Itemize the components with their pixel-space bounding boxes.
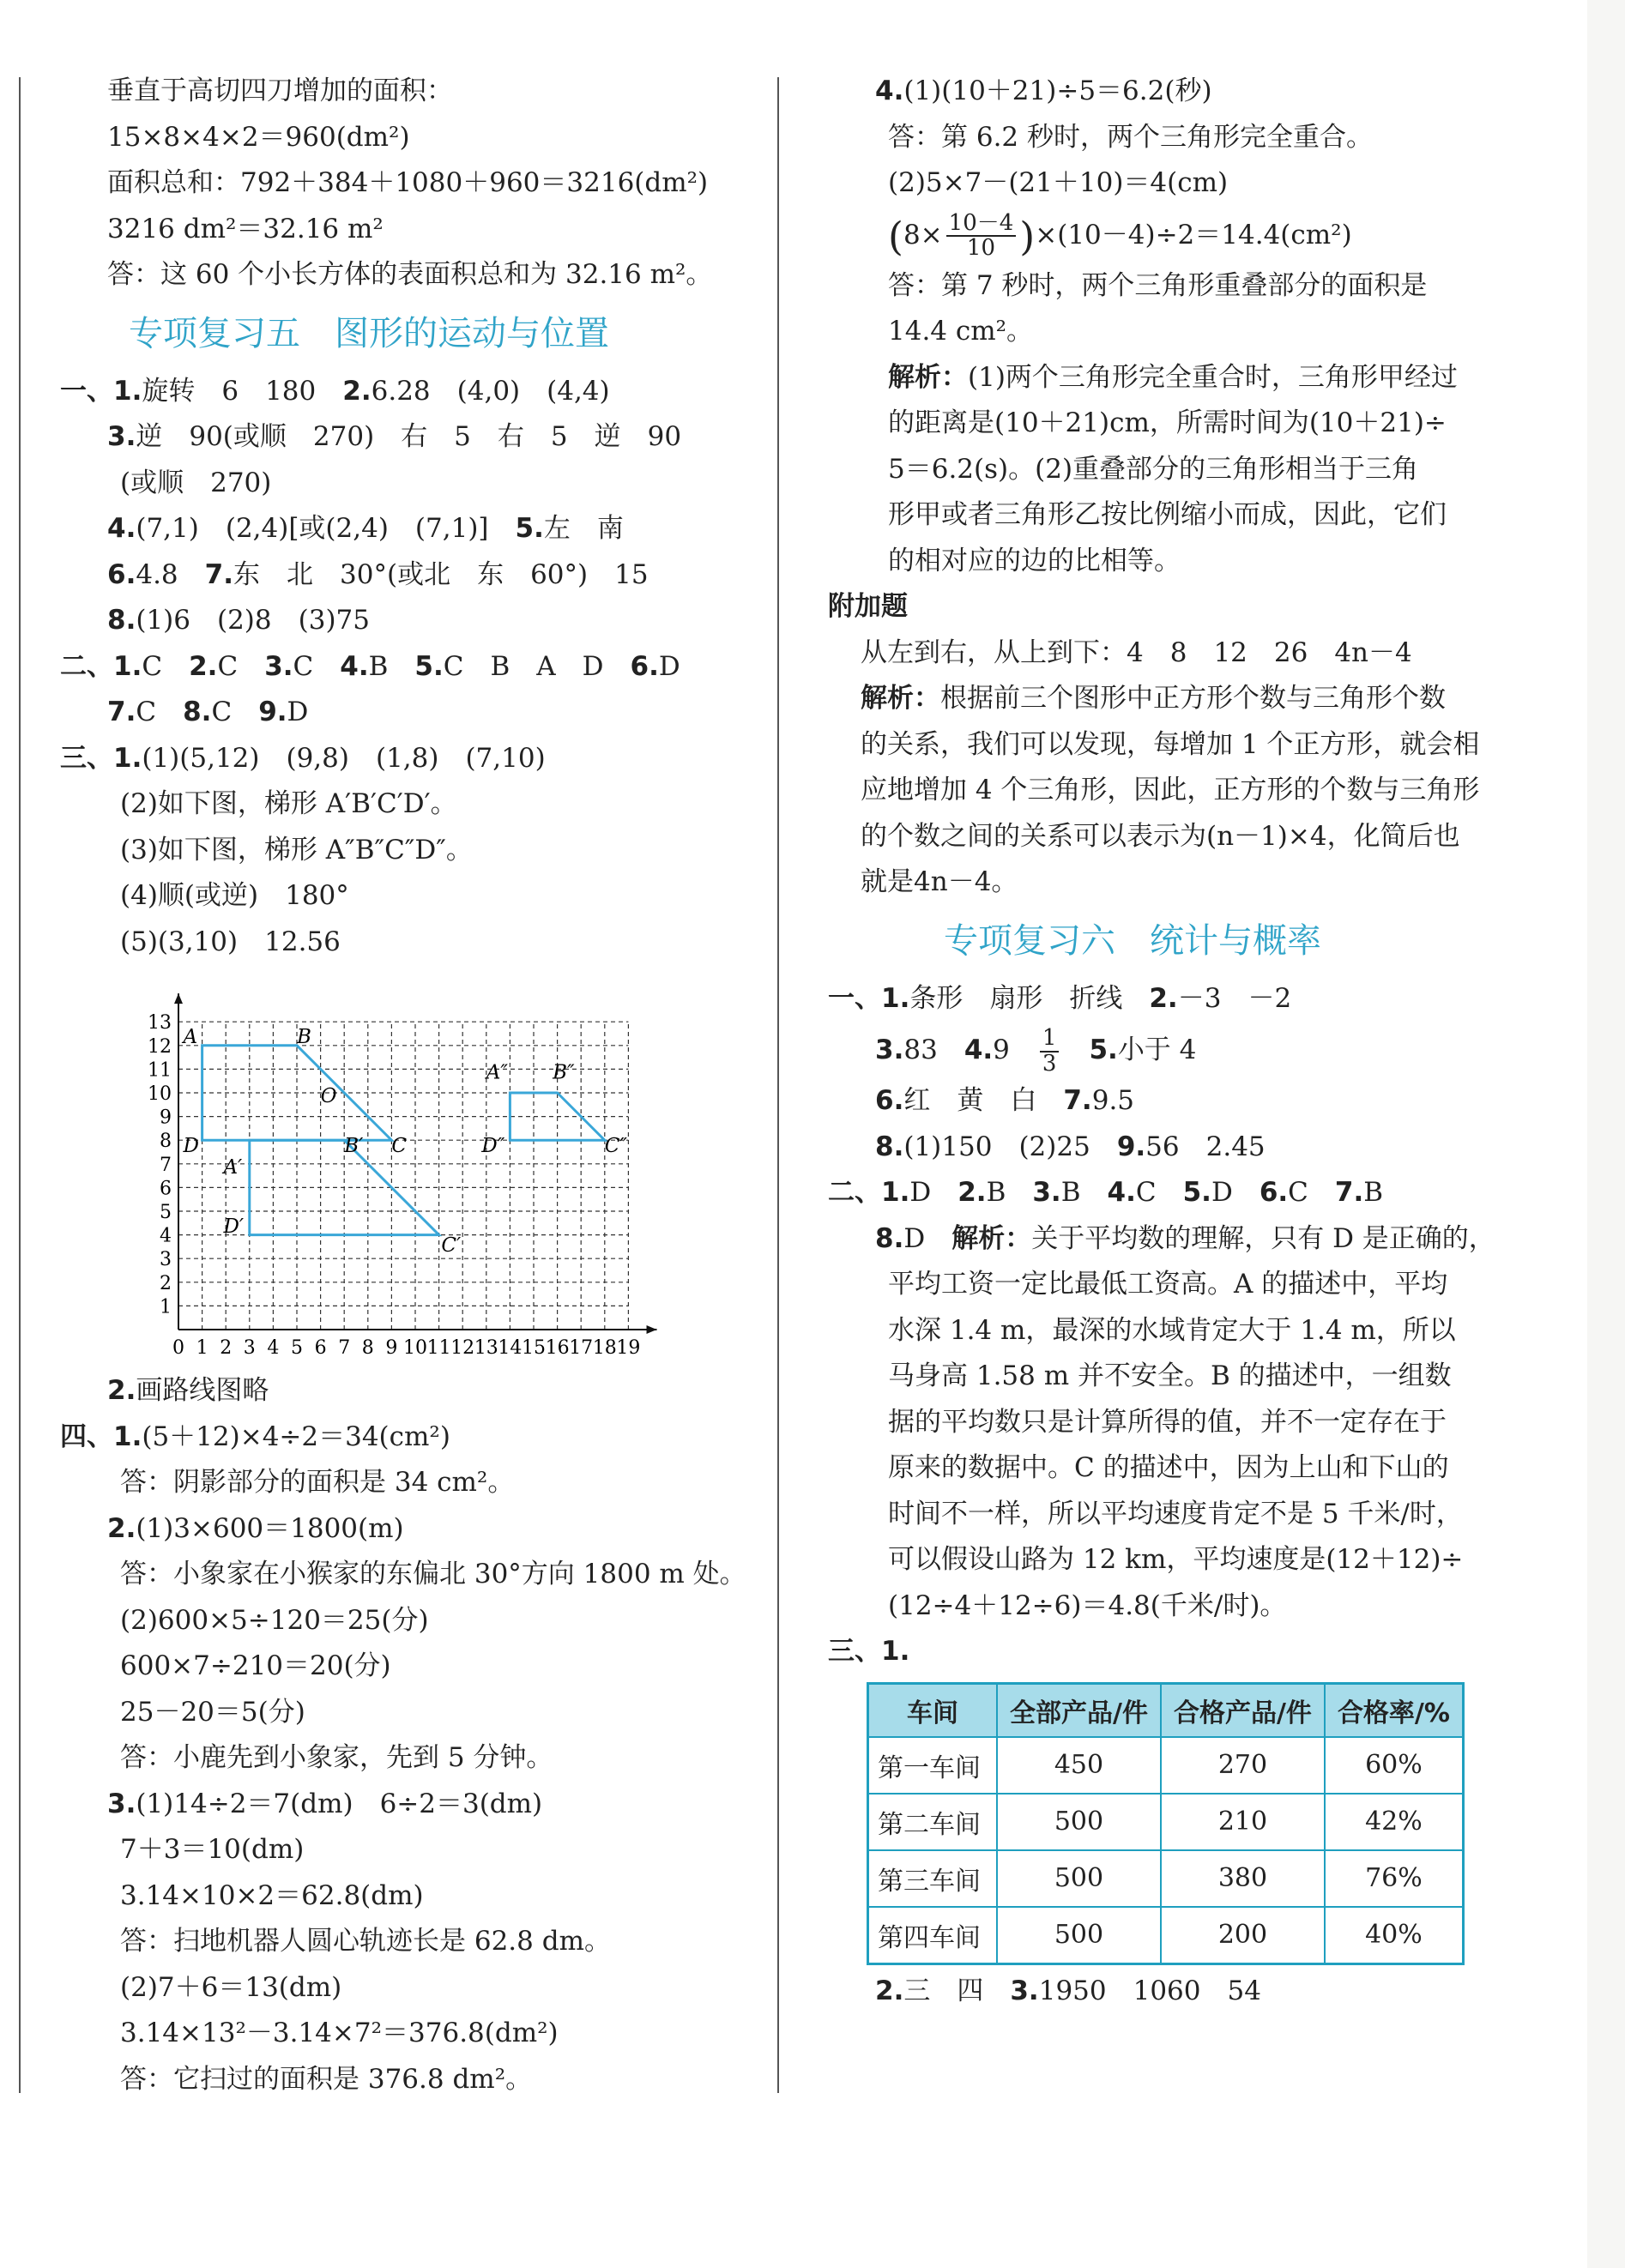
p4-line-4: (2)600×5÷120＝25(分) xyxy=(120,1604,429,1636)
p4-line-1: 答：阴影部分的面积是 34 cm²。 xyxy=(120,1467,515,1498)
s6-line2 xyxy=(828,1022,1540,1078)
text: C xyxy=(136,697,184,727)
p4-line-3: 答：小象家在小猴家的东偏北 30°方向 1800 m 处。 xyxy=(120,1559,746,1589)
marker: 4. xyxy=(107,513,136,544)
p4-line-6: 25－20＝5(分) xyxy=(120,1696,305,1728)
p4-line-2 xyxy=(60,1506,764,1553)
marker: 3. xyxy=(107,1788,136,1819)
table-header-row xyxy=(868,1683,1464,1737)
table-cell: 第二车间 xyxy=(868,1794,998,1850)
marker: 三、1. xyxy=(60,742,142,774)
r-analysis1-2: 5＝6.2(s)。(2)重叠部分的三角形相当于三角 xyxy=(888,453,1419,485)
x-tick-label: 6 xyxy=(314,1337,327,1359)
table-row xyxy=(868,1850,1464,1907)
text: (1)150 (2)25 xyxy=(903,1131,1117,1162)
prev-line-1: 15×8×4×2＝960(dm²) xyxy=(107,121,410,153)
text: 条形 扇形 折线 xyxy=(909,982,1150,1014)
y-tick-label: 4 xyxy=(160,1225,172,1247)
paren: ) xyxy=(1019,213,1036,259)
analysis-label: 解析： xyxy=(951,1222,1032,1254)
marker: 2. xyxy=(107,1375,136,1406)
text: B xyxy=(1363,1177,1384,1208)
table-cell: 380 xyxy=(1161,1850,1325,1907)
table-cell: 200 xyxy=(1161,1907,1325,1964)
prev-line-4: 答：这 60 个小长方体的表面积总和为 32.16 m²。 xyxy=(107,259,713,290)
x-tick-label: 17 xyxy=(569,1337,594,1359)
label-A1: A′ xyxy=(223,1155,243,1179)
x-tick-label: 4 xyxy=(267,1337,280,1359)
text: (1)(10＋21)÷5＝6.2(秒) xyxy=(903,75,1212,106)
text: ×(10－4)÷2＝14.4(cm²) xyxy=(1035,219,1352,250)
y-tick-label: 1 xyxy=(160,1296,172,1318)
text: C B A D xyxy=(443,650,631,682)
table-cell: 第三车间 xyxy=(868,1850,998,1907)
marker: 8. xyxy=(875,1131,904,1162)
r-analysis3-1: 水深 1.4 m，最深的水域肯定大于 1.4 m，所以 xyxy=(888,1314,1456,1346)
s6-last-line xyxy=(828,1969,1540,2015)
table-cell: 450 xyxy=(997,1737,1161,1794)
x-tick-label: 7 xyxy=(338,1337,351,1359)
table-cell: 500 xyxy=(997,1850,1161,1907)
label-O: O xyxy=(320,1085,337,1108)
table-header: 车间 xyxy=(868,1683,998,1737)
text: C xyxy=(142,650,190,682)
text: 逆 90(或顺 270) 右 5 右 5 逆 90 xyxy=(136,421,682,452)
r-analysis3-4: 原来的数据中。C 的描述中，因为上山和下山的 xyxy=(888,1452,1449,1483)
p1-line4 xyxy=(60,506,764,552)
x-tick-label: 18 xyxy=(592,1337,617,1359)
label-B: B xyxy=(297,1026,311,1049)
table-cell: 500 xyxy=(997,1794,1161,1850)
marker: 2. xyxy=(1149,982,1178,1014)
marker: 6. xyxy=(630,650,659,682)
x-tick-label: 8 xyxy=(361,1337,374,1359)
table-cell: 60% xyxy=(1325,1737,1464,1794)
marker: 5. xyxy=(1182,1177,1211,1208)
marker: 7. xyxy=(204,558,234,590)
text: 关于平均数的理解，只有 D 是正确的， xyxy=(1031,1222,1495,1254)
table-cell: 210 xyxy=(1161,1794,1325,1850)
p2-line2 xyxy=(60,690,764,736)
label-D1: D′ xyxy=(223,1215,245,1238)
y-tick-label: 5 xyxy=(160,1202,172,1223)
column-divider xyxy=(777,77,779,2093)
marker: 一、1. xyxy=(60,375,142,407)
text: (1)3×600＝1800(m) xyxy=(136,1512,404,1544)
fraction xyxy=(946,209,1017,261)
label-D: D xyxy=(183,1135,199,1157)
marker: 二、1. xyxy=(828,1177,910,1208)
marker: 2. xyxy=(957,1177,987,1208)
r-analysis3-2: 马身高 1.58 m 并不安全。B 的描述中，一组数 xyxy=(888,1360,1452,1391)
y-tick-label: 7 xyxy=(160,1154,172,1176)
marker: 2. xyxy=(875,1975,904,2006)
text: B xyxy=(986,1177,1033,1208)
p3-line1 xyxy=(60,736,764,782)
table-header: 合格产品/件 xyxy=(1161,1683,1325,1737)
r-line2: 答：第 6.2 秒时，两个三角形完全重合。 xyxy=(888,121,1374,153)
p1-line2 xyxy=(60,414,764,461)
p4-line-13: 3.14×13²－3.14×7²＝376.8(dm²) xyxy=(120,2018,559,2048)
text: －3 －2 xyxy=(1177,982,1292,1014)
label-A: A xyxy=(183,1026,198,1049)
table-cell: 76% xyxy=(1325,1850,1464,1907)
r-analysis2-2: 应地增加 4 个三角形，因此，正方形的个数与三角形 xyxy=(861,775,1480,805)
label-C1: C′ xyxy=(441,1234,462,1257)
denominator: 10 xyxy=(966,235,996,261)
marker: 3. xyxy=(1010,1975,1039,2006)
text: C xyxy=(211,697,259,727)
text: 根据前三个图形中正方形个数与三角形个数 xyxy=(940,683,1446,714)
marker: 4. xyxy=(964,1034,994,1065)
denominator: 3 xyxy=(1042,1050,1057,1077)
p1-line6 xyxy=(60,598,764,644)
marker: 二、1. xyxy=(60,650,142,682)
p2-line1 xyxy=(60,644,764,691)
text: C xyxy=(293,650,341,682)
text: C xyxy=(1288,1177,1335,1208)
y-tick-label: 6 xyxy=(160,1178,172,1200)
y-tick-label: 10 xyxy=(148,1083,172,1105)
marker: 6. xyxy=(1259,1177,1289,1208)
text: (5＋12)×4÷2＝34(cm²) xyxy=(142,1421,450,1452)
label-B2: B″ xyxy=(553,1061,575,1084)
marker: 2. xyxy=(107,1512,136,1544)
p3-line5: (5)(3,10) 12.56 xyxy=(120,926,341,957)
x-tick-label: 3 xyxy=(243,1337,256,1359)
p3-line4: (4)顺(或逆) 180° xyxy=(120,880,349,911)
text: (7,1) (2,4)[或(2,4) (7,1)] xyxy=(136,513,516,544)
marker: 一、1. xyxy=(828,982,910,1014)
text: 三 四 xyxy=(903,1975,1011,2006)
r-analysis3-6: 可以假设山路为 12 km，平均速度是(12＋12)÷ xyxy=(888,1544,1464,1575)
y-tick-label: 8 xyxy=(160,1131,172,1153)
p4-line-10: 3.14×10×2＝62.8(dm) xyxy=(120,1879,424,1911)
p3-line3: (3)如下图，梯形 A″B″C″D″。 xyxy=(120,834,473,866)
y-tick-label: 11 xyxy=(148,1059,172,1082)
text: 画路线图略 xyxy=(136,1375,269,1406)
extra-line: 从左到右，从上到下：4 8 12 26 4n－4 xyxy=(861,636,1412,668)
p1-line3: (或顺 270) xyxy=(120,467,272,498)
table-header: 合格率/% xyxy=(1325,1683,1464,1737)
text: C xyxy=(217,650,265,682)
r-line6: 14.4 cm²。 xyxy=(888,316,1034,347)
r-line5: 答：第 7 秒时，两个三角形重叠部分的面积是 xyxy=(888,269,1428,301)
extra-title: 附加题 xyxy=(828,591,908,622)
label-B1: B′ xyxy=(344,1135,364,1157)
label-A2: A″ xyxy=(486,1061,509,1084)
table-cell: 第一车间 xyxy=(868,1737,998,1794)
prev-line-0: 垂直于高切四刀增加的面积： xyxy=(107,75,453,106)
marker: 9. xyxy=(258,697,287,727)
text: 9.5 xyxy=(1091,1085,1135,1116)
marker: 8. xyxy=(875,1222,904,1254)
r-analysis3-5: 时间不一样，所以平均速度肯定不是 5 千米/时， xyxy=(888,1498,1463,1529)
x-tick-label: 11 xyxy=(426,1337,451,1359)
marker: 3. xyxy=(1032,1177,1061,1208)
text: D xyxy=(658,650,680,682)
marker: 4. xyxy=(1107,1177,1136,1208)
r-line3: (2)5×7－(21＋10)＝4(cm) xyxy=(888,167,1229,198)
p3-2-line xyxy=(60,1368,764,1414)
numerator: 1 xyxy=(1040,1027,1060,1052)
p4-line-9: 7＋3＝10(dm) xyxy=(120,1834,305,1865)
text: 4.8 xyxy=(136,558,205,590)
p4-line-11: 答：扫地机器人圆心轨迹长是 62.8 dm。 xyxy=(120,1926,611,1957)
r-analysis2-4: 就是4n－4。 xyxy=(861,866,1018,897)
prev-line-3: 3216 dm²＝32.16 m² xyxy=(107,213,384,244)
coordinate-grid xyxy=(146,965,764,1368)
left-column xyxy=(60,69,764,2102)
text: (1)两个三角形完全重合时，三角形甲经过 xyxy=(968,361,1458,393)
x-tick-label: 15 xyxy=(522,1337,546,1359)
text: 红 黄 白 xyxy=(903,1085,1064,1116)
x-tick-label: 0 xyxy=(172,1337,184,1359)
p1-line5 xyxy=(60,552,764,599)
p4-line-14: 答：它扫过的面积是 376.8 dm²。 xyxy=(120,2063,533,2095)
marker: 8. xyxy=(183,697,212,727)
p3-line2: (2)如下图，梯形 A′B′C′D′。 xyxy=(120,788,457,819)
s6-part3: 三、1. xyxy=(828,1636,910,1667)
r-analysis1-1: 的距离是(10＋21)cm，所需时间为(10＋21)÷ xyxy=(888,407,1447,438)
numerator: 10－4 xyxy=(946,212,1017,237)
table-row xyxy=(868,1794,1464,1850)
s6-line5 xyxy=(828,1170,1540,1216)
marker: 8. xyxy=(107,605,136,636)
marker: 2. xyxy=(342,375,372,407)
marker: 5. xyxy=(414,650,444,682)
y-tick-label: 3 xyxy=(160,1249,172,1271)
table-cell: 40% xyxy=(1325,1907,1464,1964)
text: 小于 4 xyxy=(1117,1034,1197,1065)
y-tick-label: 12 xyxy=(148,1035,172,1058)
section6-title: 专项复习六 统计与概率 xyxy=(944,920,1321,961)
table-row xyxy=(868,1907,1464,1964)
fraction xyxy=(1040,1027,1060,1076)
text: D xyxy=(903,1222,952,1254)
text: D xyxy=(1211,1177,1260,1208)
analysis-label: 解析： xyxy=(861,683,940,714)
x-axis-arrow xyxy=(647,1325,657,1334)
x-tick-label: 12 xyxy=(450,1337,475,1359)
x-tick-label: 19 xyxy=(616,1337,641,1359)
marker: 7. xyxy=(107,697,136,727)
r-analysis3-7: (12÷4＋12÷6)＝4.8(千米/时)。 xyxy=(888,1589,1287,1621)
text: 6.28 (4,0) (4,4) xyxy=(371,375,610,407)
r-analysis2-3: 的个数之间的关系可以表示为(n－1)×4，化简后也 xyxy=(861,820,1460,852)
text: 56 2.45 xyxy=(1145,1131,1266,1162)
text: C xyxy=(1135,1177,1183,1208)
p4-line-8 xyxy=(60,1782,764,1828)
s6-line3 xyxy=(828,1078,1540,1125)
text: (1)14÷2＝7(dm) 6÷2＝3(dm) xyxy=(136,1788,543,1819)
text: (1)6 (2)8 (3)75 xyxy=(136,605,370,636)
r-line4 xyxy=(828,207,1540,263)
y-tick-label: 2 xyxy=(160,1272,172,1294)
s6-line4 xyxy=(828,1125,1540,1171)
marker: 四、1. xyxy=(60,1421,142,1452)
marker: 2. xyxy=(189,650,218,682)
label-D2: D″ xyxy=(481,1135,505,1157)
table-cell: 500 xyxy=(997,1907,1161,1964)
table-row xyxy=(868,1737,1464,1794)
y-tick-label: 13 xyxy=(148,1012,172,1034)
paren: ( xyxy=(888,213,903,259)
text: 83 xyxy=(903,1034,964,1065)
marker: 5. xyxy=(515,513,544,544)
marker: 3. xyxy=(107,421,136,452)
text: 9 xyxy=(993,1034,1036,1065)
text: 左 南 xyxy=(543,513,624,544)
label-C: C xyxy=(391,1135,408,1157)
qualified-rate-table xyxy=(867,1682,1465,1965)
r-analysis1-3: 形甲或者三角形乙按比例缩小而成，因此，它们 xyxy=(888,499,1447,530)
x-tick-label: 13 xyxy=(474,1337,498,1359)
r-analysis2-0 xyxy=(828,676,1540,722)
p1-line1 xyxy=(60,369,764,415)
x-tick-label: 16 xyxy=(545,1337,570,1359)
left-margin-rule xyxy=(19,77,21,2093)
s6-line6 xyxy=(828,1216,1540,1263)
prev-line-2: 面积总和：792＋384＋1080＋960＝3216(dm²) xyxy=(107,167,709,198)
marker: 3. xyxy=(264,650,293,682)
coordinate-grid-figure xyxy=(60,965,764,1368)
r-analysis1-4: 的相对应的边的比相等。 xyxy=(888,545,1181,576)
x-tick-label: 14 xyxy=(498,1337,523,1359)
marker: 9. xyxy=(1116,1131,1146,1162)
text: 旋转 6 180 xyxy=(142,375,343,407)
text: B xyxy=(1060,1177,1108,1208)
x-tick-label: 2 xyxy=(220,1337,233,1359)
text: 1950 1060 54 xyxy=(1038,1975,1261,2006)
p4-line-12: (2)7＋6＝13(dm) xyxy=(120,1971,342,2003)
marker: 4. xyxy=(340,650,369,682)
r-analysis1-0 xyxy=(828,355,1540,401)
section5-title: 专项复习五 图形的运动与位置 xyxy=(129,313,609,353)
label-C2: C″ xyxy=(604,1135,628,1157)
x-tick-label: 9 xyxy=(385,1337,398,1359)
marker: 6. xyxy=(875,1085,904,1116)
text: 东 北 30°(或北 东 60°) 15 xyxy=(233,558,649,590)
text: B xyxy=(368,650,415,682)
p4-line-0 xyxy=(60,1414,764,1461)
analysis-label: 解析： xyxy=(888,361,968,393)
marker: 6. xyxy=(107,558,136,590)
marker: 4. xyxy=(875,75,904,106)
x-tick-label: 5 xyxy=(291,1337,303,1359)
marker: 5. xyxy=(1089,1034,1118,1065)
table-header: 全部产品/件 xyxy=(997,1683,1161,1737)
p4-line-7: 答：小鹿先到小象家，先到 5 分钟。 xyxy=(120,1742,553,1773)
text: D xyxy=(287,697,309,727)
table-cell: 42% xyxy=(1325,1794,1464,1850)
text: (1)(5,12) (9,8) (1,8) (7,10) xyxy=(142,742,546,774)
s6-line1 xyxy=(828,976,1540,1022)
marker: 7. xyxy=(1334,1177,1364,1208)
x-tick-label: 10 xyxy=(403,1337,427,1359)
r-analysis3-3: 据的平均数只是计算所得的值，并不一定存在于 xyxy=(888,1406,1447,1438)
r-analysis2-1: 的关系，我们可以发现，每增加 1 个正方形，就会相 xyxy=(861,728,1480,760)
x-tick-label: 1 xyxy=(196,1337,208,1359)
right-column xyxy=(828,69,1540,2014)
r-line1 xyxy=(828,69,1540,115)
table-cell: 第四车间 xyxy=(868,1907,998,1964)
table-cell: 270 xyxy=(1161,1737,1325,1794)
y-tick-label: 9 xyxy=(160,1107,172,1129)
marker: 3. xyxy=(875,1034,904,1065)
text: 8× xyxy=(903,219,943,250)
p4-line-5: 600×7÷210＝20(分) xyxy=(120,1650,391,1681)
marker: 7. xyxy=(1063,1085,1092,1116)
y-axis-arrow xyxy=(174,993,183,1004)
text: D xyxy=(909,1177,958,1208)
r-analysis3-0: 平均工资一定比最低工资高。A 的描述中，平均 xyxy=(888,1269,1448,1300)
